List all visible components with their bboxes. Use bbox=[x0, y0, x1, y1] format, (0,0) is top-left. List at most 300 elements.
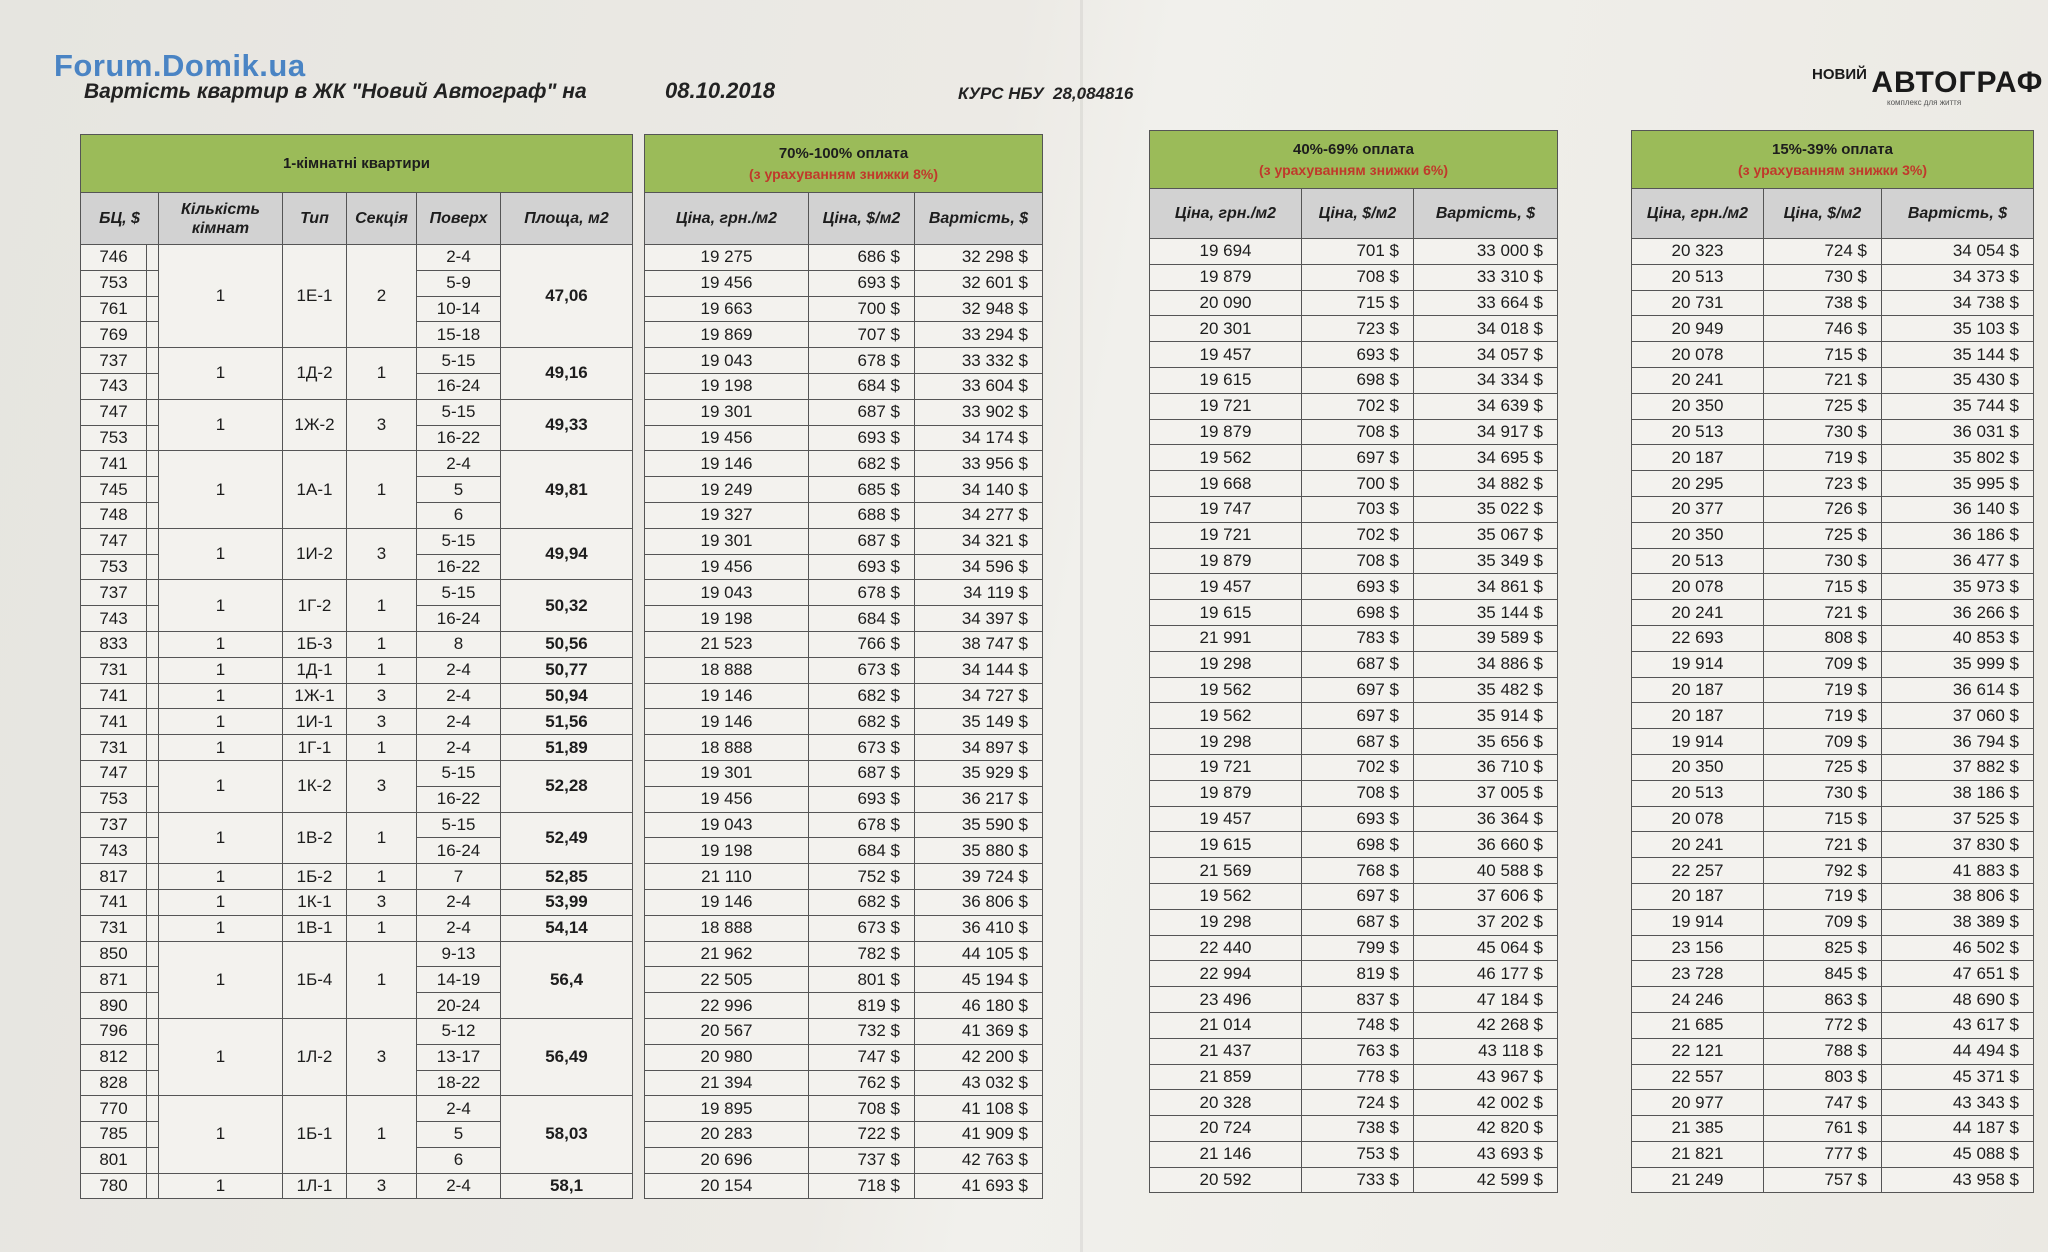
table-row bbox=[1632, 342, 2034, 368]
price-uah-cell: 20 350 bbox=[1632, 393, 1764, 419]
total-usd-cell: 35 103 $ bbox=[1882, 316, 2034, 342]
price-usd-cell: 778 $ bbox=[1302, 1064, 1414, 1090]
exchange-rate-value: 28,084816 bbox=[1053, 84, 1134, 103]
type-cell: 1В-2 bbox=[283, 812, 347, 864]
total-usd-cell: 42 268 $ bbox=[1414, 1012, 1558, 1038]
table-row bbox=[1632, 625, 2034, 651]
table-row bbox=[645, 477, 1043, 503]
brand-logo bbox=[1812, 66, 2044, 107]
type-cell: 1Ж-2 bbox=[283, 399, 347, 451]
price-usd-cell: 693 $ bbox=[809, 786, 915, 812]
price-usd-cell: 845 $ bbox=[1764, 961, 1882, 987]
price-uah-cell: 21 249 bbox=[1632, 1167, 1764, 1193]
total-usd-cell: 41 108 $ bbox=[915, 1096, 1043, 1122]
price-usd-cell: 682 $ bbox=[809, 889, 915, 915]
area-cell: 50,94 bbox=[501, 683, 633, 709]
price-usd-cell: 702 $ bbox=[1302, 522, 1414, 548]
total-usd-cell: 40 588 $ bbox=[1414, 858, 1558, 884]
floor-cell: 2-4 bbox=[417, 1173, 501, 1199]
rooms-cell: 1 bbox=[159, 1096, 283, 1173]
price-usd-cell: 697 $ bbox=[1302, 703, 1414, 729]
table-row bbox=[645, 760, 1043, 786]
price-uah-cell: 21 146 bbox=[1150, 1141, 1302, 1167]
floor-cell: 5-9 bbox=[417, 270, 501, 296]
total-usd-cell: 36 806 $ bbox=[915, 889, 1043, 915]
type-cell: 1А-1 bbox=[283, 451, 347, 528]
price-table-caption bbox=[1150, 131, 1558, 189]
table-row bbox=[1632, 1038, 2034, 1064]
price-table-40-69 bbox=[1149, 130, 1558, 1193]
area-cell: 58,1 bbox=[501, 1173, 633, 1199]
table-row bbox=[645, 528, 1043, 554]
total-usd-cell: 35 744 $ bbox=[1882, 393, 2034, 419]
floor-cell: 15-18 bbox=[417, 322, 501, 348]
spacer-cell bbox=[147, 580, 159, 606]
price-uah-cell: 20 301 bbox=[1150, 316, 1302, 342]
price-uah-cell: 19 298 bbox=[1150, 651, 1302, 677]
price-usd-cell: 687 $ bbox=[1302, 909, 1414, 935]
total-usd-cell: 48 690 $ bbox=[1882, 987, 2034, 1013]
section-cell: 3 bbox=[347, 1173, 417, 1199]
type-cell: 1Ж-1 bbox=[283, 683, 347, 709]
bc-price-cell: 828 bbox=[81, 1070, 147, 1096]
spacer-cell bbox=[147, 709, 159, 735]
price-usd-cell: 783 $ bbox=[1302, 625, 1414, 651]
price-table-15-39 bbox=[1631, 130, 2034, 1193]
price-uah-cell: 19 275 bbox=[645, 245, 809, 271]
price-uah-cell: 19 043 bbox=[645, 580, 809, 606]
total-usd-cell: 33 000 $ bbox=[1414, 239, 1558, 265]
rooms-cell: 1 bbox=[159, 889, 283, 915]
price-usd-cell: 708 $ bbox=[1302, 419, 1414, 445]
area-cell: 50,56 bbox=[501, 631, 633, 657]
price-usd-cell: 693 $ bbox=[1302, 342, 1414, 368]
table-row bbox=[645, 606, 1043, 632]
table-row bbox=[1632, 703, 2034, 729]
rooms-cell: 1 bbox=[159, 580, 283, 632]
price-uah-cell: 19 914 bbox=[1632, 729, 1764, 755]
floor-cell: 5-15 bbox=[417, 528, 501, 554]
total-usd-cell: 37 606 $ bbox=[1414, 883, 1558, 909]
price-usd-cell: 738 $ bbox=[1764, 290, 1882, 316]
section-cell: 1 bbox=[347, 1096, 417, 1173]
price-usd-cell: 686 $ bbox=[809, 245, 915, 271]
spacer-cell bbox=[147, 1018, 159, 1044]
price-uah-cell: 20 241 bbox=[1632, 832, 1764, 858]
section-cell: 1 bbox=[347, 735, 417, 761]
price-uah-cell: 20 241 bbox=[1632, 367, 1764, 393]
floor-cell: 2-4 bbox=[417, 245, 501, 271]
rooms-cell: 1 bbox=[159, 245, 283, 348]
price-uah-cell: 19 895 bbox=[645, 1096, 809, 1122]
price-usd-cell: 819 $ bbox=[809, 993, 915, 1019]
price-usd-cell: 730 $ bbox=[1764, 780, 1882, 806]
total-usd-cell: 35 349 $ bbox=[1414, 548, 1558, 574]
table-row bbox=[1150, 832, 1558, 858]
table-row bbox=[1150, 1116, 1558, 1142]
total-usd-cell: 36 364 $ bbox=[1414, 806, 1558, 832]
total-usd-cell: 34 144 $ bbox=[915, 657, 1043, 683]
table-row bbox=[645, 502, 1043, 528]
payment-range-label: 40%-69% оплата bbox=[1293, 141, 1414, 158]
table-row bbox=[81, 864, 633, 890]
table-row bbox=[1150, 961, 1558, 987]
col-header-price-uah: Ціна, грн./м2 bbox=[1150, 189, 1302, 239]
table-row bbox=[645, 915, 1043, 941]
table-row bbox=[81, 735, 633, 761]
price-usd-cell: 678 $ bbox=[809, 812, 915, 838]
price-uah-cell: 21 991 bbox=[1150, 625, 1302, 651]
price-uah-cell: 20 724 bbox=[1150, 1116, 1302, 1142]
spacer-cell bbox=[147, 631, 159, 657]
type-cell: 1Е-1 bbox=[283, 245, 347, 348]
total-usd-cell: 44 187 $ bbox=[1882, 1116, 2034, 1142]
price-usd-cell: 725 $ bbox=[1764, 754, 1882, 780]
total-usd-cell: 34 057 $ bbox=[1414, 342, 1558, 368]
logo-small-text: НОВИЙ bbox=[1812, 66, 1867, 83]
table-row bbox=[645, 425, 1043, 451]
bc-price-cell: 770 bbox=[81, 1096, 147, 1122]
price-usd-cell: 708 $ bbox=[1302, 264, 1414, 290]
total-usd-cell: 40 853 $ bbox=[1882, 625, 2034, 651]
price-usd-cell: 682 $ bbox=[809, 451, 915, 477]
price-uah-cell: 20 377 bbox=[1632, 496, 1764, 522]
type-cell: 1В-1 bbox=[283, 915, 347, 941]
price-usd-cell: 819 $ bbox=[1302, 961, 1414, 987]
price-uah-cell: 19 747 bbox=[1150, 496, 1302, 522]
price-uah-cell: 20 283 bbox=[645, 1122, 809, 1148]
total-usd-cell: 35 144 $ bbox=[1414, 600, 1558, 626]
col-header-section: Секція bbox=[347, 193, 417, 245]
bc-price-cell: 833 bbox=[81, 631, 147, 657]
price-uah-cell: 19 301 bbox=[645, 399, 809, 425]
table-row bbox=[645, 967, 1043, 993]
col-header-total-usd: Вартість, $ bbox=[1414, 189, 1558, 239]
section-cell: 1 bbox=[347, 915, 417, 941]
bc-price-cell: 731 bbox=[81, 657, 147, 683]
table-row bbox=[1632, 677, 2034, 703]
floor-cell: 7 bbox=[417, 864, 501, 890]
apartments-table bbox=[80, 134, 633, 1199]
total-usd-cell: 33 310 $ bbox=[1414, 264, 1558, 290]
section-cell: 3 bbox=[347, 709, 417, 735]
price-usd-cell: 746 $ bbox=[1764, 316, 1882, 342]
table-row bbox=[1150, 496, 1558, 522]
total-usd-cell: 33 332 $ bbox=[915, 348, 1043, 374]
table-row bbox=[645, 1096, 1043, 1122]
bc-price-cell: 780 bbox=[81, 1173, 147, 1199]
total-usd-cell: 37 005 $ bbox=[1414, 780, 1558, 806]
spacer-cell bbox=[147, 399, 159, 425]
bc-price-cell: 747 bbox=[81, 399, 147, 425]
price-usd-cell: 825 $ bbox=[1764, 935, 1882, 961]
price-uah-cell: 20 078 bbox=[1632, 806, 1764, 832]
price-uah-cell: 20 949 bbox=[1632, 316, 1764, 342]
section-cell: 3 bbox=[347, 528, 417, 580]
col-header-floor: Поверх bbox=[417, 193, 501, 245]
total-usd-cell: 35 999 $ bbox=[1882, 651, 2034, 677]
table-row bbox=[1150, 393, 1558, 419]
table-row bbox=[1150, 883, 1558, 909]
table-row bbox=[1632, 858, 2034, 884]
price-uah-cell: 21 437 bbox=[1150, 1038, 1302, 1064]
price-uah-cell: 21 110 bbox=[645, 864, 809, 890]
price-uah-cell: 19 615 bbox=[1150, 600, 1302, 626]
price-uah-cell: 20 731 bbox=[1632, 290, 1764, 316]
table-row bbox=[81, 1173, 633, 1199]
area-cell: 49,94 bbox=[501, 528, 633, 580]
price-uah-cell: 23 728 bbox=[1632, 961, 1764, 987]
floor-cell: 2-4 bbox=[417, 1096, 501, 1122]
price-usd-cell: 747 $ bbox=[809, 1044, 915, 1070]
table-row bbox=[645, 709, 1043, 735]
type-cell: 1Г-1 bbox=[283, 735, 347, 761]
price-uah-cell: 22 505 bbox=[645, 967, 809, 993]
spacer-cell bbox=[147, 1122, 159, 1148]
price-uah-cell: 21 569 bbox=[1150, 858, 1302, 884]
section-cell: 1 bbox=[347, 580, 417, 632]
price-usd-cell: 752 $ bbox=[809, 864, 915, 890]
total-usd-cell: 33 294 $ bbox=[915, 322, 1043, 348]
price-uah-cell: 20 567 bbox=[645, 1018, 809, 1044]
floor-cell: 8 bbox=[417, 631, 501, 657]
total-usd-cell: 36 266 $ bbox=[1882, 600, 2034, 626]
total-usd-cell: 46 502 $ bbox=[1882, 935, 2034, 961]
spacer-cell bbox=[147, 1070, 159, 1096]
price-uah-cell: 18 888 bbox=[645, 657, 809, 683]
table-row bbox=[645, 580, 1043, 606]
bc-price-cell: 785 bbox=[81, 1122, 147, 1148]
price-uah-cell: 19 457 bbox=[1150, 574, 1302, 600]
table-row bbox=[1632, 1167, 2034, 1193]
price-uah-cell: 20 513 bbox=[1632, 264, 1764, 290]
price-usd-cell: 708 $ bbox=[809, 1096, 915, 1122]
price-usd-cell: 700 $ bbox=[809, 296, 915, 322]
rooms-cell: 1 bbox=[159, 631, 283, 657]
table-row bbox=[645, 373, 1043, 399]
table-row bbox=[1632, 754, 2034, 780]
document-date: 08.10.2018 bbox=[665, 78, 776, 103]
price-table-70-100 bbox=[644, 134, 1043, 1199]
bc-price-cell: 890 bbox=[81, 993, 147, 1019]
price-usd-cell: 724 $ bbox=[1764, 239, 1882, 265]
apartments-caption: 1-кімнатні квартири bbox=[81, 135, 633, 193]
floor-cell: 16-24 bbox=[417, 838, 501, 864]
total-usd-cell: 45 064 $ bbox=[1414, 935, 1558, 961]
price-usd-cell: 715 $ bbox=[1302, 290, 1414, 316]
total-usd-cell: 44 105 $ bbox=[915, 941, 1043, 967]
price-uah-cell: 20 090 bbox=[1150, 290, 1302, 316]
total-usd-cell: 39 724 $ bbox=[915, 864, 1043, 890]
spacer-cell bbox=[147, 373, 159, 399]
bc-price-cell: 731 bbox=[81, 915, 147, 941]
floor-cell: 16-22 bbox=[417, 554, 501, 580]
total-usd-cell: 44 494 $ bbox=[1882, 1038, 2034, 1064]
table-row bbox=[645, 1044, 1043, 1070]
total-usd-cell: 34 897 $ bbox=[915, 735, 1043, 761]
floor-cell: 2-4 bbox=[417, 915, 501, 941]
price-usd-cell: 762 $ bbox=[809, 1070, 915, 1096]
table-row bbox=[1632, 961, 2034, 987]
table-row bbox=[1150, 574, 1558, 600]
spacer-cell bbox=[147, 296, 159, 322]
price-table-block-3 bbox=[1631, 130, 2034, 1193]
bc-price-cell: 801 bbox=[81, 1147, 147, 1173]
total-usd-cell: 36 031 $ bbox=[1882, 419, 2034, 445]
price-uah-cell: 23 156 bbox=[1632, 935, 1764, 961]
total-usd-cell: 34 738 $ bbox=[1882, 290, 2034, 316]
price-usd-cell: 673 $ bbox=[809, 735, 915, 761]
table-row bbox=[1150, 239, 1558, 265]
floor-cell: 20-24 bbox=[417, 993, 501, 1019]
price-usd-cell: 761 $ bbox=[1764, 1116, 1882, 1142]
total-usd-cell: 32 298 $ bbox=[915, 245, 1043, 271]
price-usd-cell: 709 $ bbox=[1764, 651, 1882, 677]
table-row bbox=[1632, 264, 2034, 290]
spacer-cell bbox=[147, 270, 159, 296]
price-uah-cell: 19 879 bbox=[1150, 780, 1302, 806]
exchange-rate-label: КУРС НБУ bbox=[958, 84, 1044, 103]
table-row bbox=[1150, 290, 1558, 316]
total-usd-cell: 34 596 $ bbox=[915, 554, 1043, 580]
total-usd-cell: 36 217 $ bbox=[915, 786, 1043, 812]
price-usd-cell: 782 $ bbox=[809, 941, 915, 967]
section-cell: 1 bbox=[347, 657, 417, 683]
spacer-cell bbox=[147, 554, 159, 580]
section-cell: 1 bbox=[347, 941, 417, 1018]
price-usd-cell: 719 $ bbox=[1764, 703, 1882, 729]
table-row bbox=[1150, 419, 1558, 445]
table-row bbox=[1632, 548, 2034, 574]
price-uah-cell: 24 246 bbox=[1632, 987, 1764, 1013]
price-uah-cell: 20 350 bbox=[1632, 522, 1764, 548]
price-usd-cell: 715 $ bbox=[1764, 342, 1882, 368]
price-uah-cell: 22 994 bbox=[1150, 961, 1302, 987]
price-uah-cell: 19 562 bbox=[1150, 703, 1302, 729]
spacer-cell bbox=[147, 838, 159, 864]
table-row bbox=[1632, 780, 2034, 806]
area-cell: 54,14 bbox=[501, 915, 633, 941]
table-row bbox=[645, 631, 1043, 657]
rooms-cell: 1 bbox=[159, 528, 283, 580]
price-usd-cell: 719 $ bbox=[1764, 883, 1882, 909]
rooms-cell: 1 bbox=[159, 735, 283, 761]
area-cell: 49,16 bbox=[501, 348, 633, 400]
floor-cell: 5-15 bbox=[417, 348, 501, 374]
total-usd-cell: 36 477 $ bbox=[1882, 548, 2034, 574]
total-usd-cell: 34 140 $ bbox=[915, 477, 1043, 503]
table-row bbox=[1632, 290, 2034, 316]
section-cell: 1 bbox=[347, 631, 417, 657]
price-uah-cell: 18 888 bbox=[645, 735, 809, 761]
price-uah-cell: 19 668 bbox=[1150, 471, 1302, 497]
price-usd-cell: 719 $ bbox=[1764, 445, 1882, 471]
total-usd-cell: 38 389 $ bbox=[1882, 909, 2034, 935]
price-usd-cell: 715 $ bbox=[1764, 574, 1882, 600]
bc-price-cell: 731 bbox=[81, 735, 147, 761]
price-usd-cell: 726 $ bbox=[1764, 496, 1882, 522]
spacer-cell bbox=[147, 322, 159, 348]
total-usd-cell: 43 118 $ bbox=[1414, 1038, 1558, 1064]
price-usd-cell: 792 $ bbox=[1764, 858, 1882, 884]
price-usd-cell: 718 $ bbox=[809, 1173, 915, 1199]
price-usd-cell: 678 $ bbox=[809, 580, 915, 606]
bc-price-cell: 871 bbox=[81, 967, 147, 993]
price-table-block-2 bbox=[1149, 130, 1558, 1193]
section-cell: 3 bbox=[347, 1018, 417, 1095]
spacer-cell bbox=[147, 657, 159, 683]
price-uah-cell: 19 879 bbox=[1150, 419, 1302, 445]
bc-price-cell: 850 bbox=[81, 941, 147, 967]
price-usd-cell: 693 $ bbox=[809, 554, 915, 580]
table-row bbox=[1632, 806, 2034, 832]
total-usd-cell: 47 184 $ bbox=[1414, 987, 1558, 1013]
total-usd-cell: 35 929 $ bbox=[915, 760, 1043, 786]
table-row bbox=[645, 941, 1043, 967]
table-row bbox=[1632, 522, 2034, 548]
price-usd-cell: 730 $ bbox=[1764, 264, 1882, 290]
table-row bbox=[645, 451, 1043, 477]
price-usd-cell: 799 $ bbox=[1302, 935, 1414, 961]
price-uah-cell: 21 014 bbox=[1150, 1012, 1302, 1038]
table-row bbox=[645, 296, 1043, 322]
col-header-price-uah: Ціна, грн./м2 bbox=[645, 193, 809, 245]
type-cell: 1Б-4 bbox=[283, 941, 347, 1018]
price-usd-cell: 708 $ bbox=[1302, 548, 1414, 574]
table-row bbox=[645, 1018, 1043, 1044]
total-usd-cell: 42 200 $ bbox=[915, 1044, 1043, 1070]
price-uah-cell: 19 562 bbox=[1150, 883, 1302, 909]
rooms-cell: 1 bbox=[159, 709, 283, 735]
table-row bbox=[81, 631, 633, 657]
table-row bbox=[1632, 1090, 2034, 1116]
table-row bbox=[1150, 935, 1558, 961]
price-usd-cell: 673 $ bbox=[809, 657, 915, 683]
floor-cell: 2-4 bbox=[417, 735, 501, 761]
price-usd-cell: 753 $ bbox=[1302, 1141, 1414, 1167]
table-row bbox=[645, 554, 1043, 580]
price-usd-cell: 693 $ bbox=[809, 425, 915, 451]
total-usd-cell: 38 806 $ bbox=[1882, 883, 2034, 909]
table-row bbox=[645, 864, 1043, 890]
price-uah-cell: 21 859 bbox=[1150, 1064, 1302, 1090]
price-usd-cell: 702 $ bbox=[1302, 393, 1414, 419]
spacer-cell bbox=[147, 606, 159, 632]
price-uah-cell: 19 879 bbox=[1150, 264, 1302, 290]
price-usd-cell: 768 $ bbox=[1302, 858, 1414, 884]
total-usd-cell: 34 321 $ bbox=[915, 528, 1043, 554]
price-uah-cell: 21 523 bbox=[645, 631, 809, 657]
total-usd-cell: 34 334 $ bbox=[1414, 367, 1558, 393]
total-usd-cell: 35 067 $ bbox=[1414, 522, 1558, 548]
spacer-cell bbox=[147, 1147, 159, 1173]
total-usd-cell: 42 002 $ bbox=[1414, 1090, 1558, 1116]
price-uah-cell: 23 496 bbox=[1150, 987, 1302, 1013]
price-usd-cell: 709 $ bbox=[1764, 909, 1882, 935]
floor-cell: 5-15 bbox=[417, 580, 501, 606]
price-usd-cell: 737 $ bbox=[809, 1147, 915, 1173]
total-usd-cell: 41 883 $ bbox=[1882, 858, 2034, 884]
price-usd-cell: 703 $ bbox=[1302, 496, 1414, 522]
total-usd-cell: 37 830 $ bbox=[1882, 832, 2034, 858]
price-usd-cell: 725 $ bbox=[1764, 393, 1882, 419]
price-usd-cell: 684 $ bbox=[809, 606, 915, 632]
price-uah-cell: 20 328 bbox=[1150, 1090, 1302, 1116]
area-cell: 52,28 bbox=[501, 760, 633, 812]
price-usd-cell: 693 $ bbox=[1302, 574, 1414, 600]
bc-price-cell: 747 bbox=[81, 760, 147, 786]
type-cell: 1Д-1 bbox=[283, 657, 347, 683]
